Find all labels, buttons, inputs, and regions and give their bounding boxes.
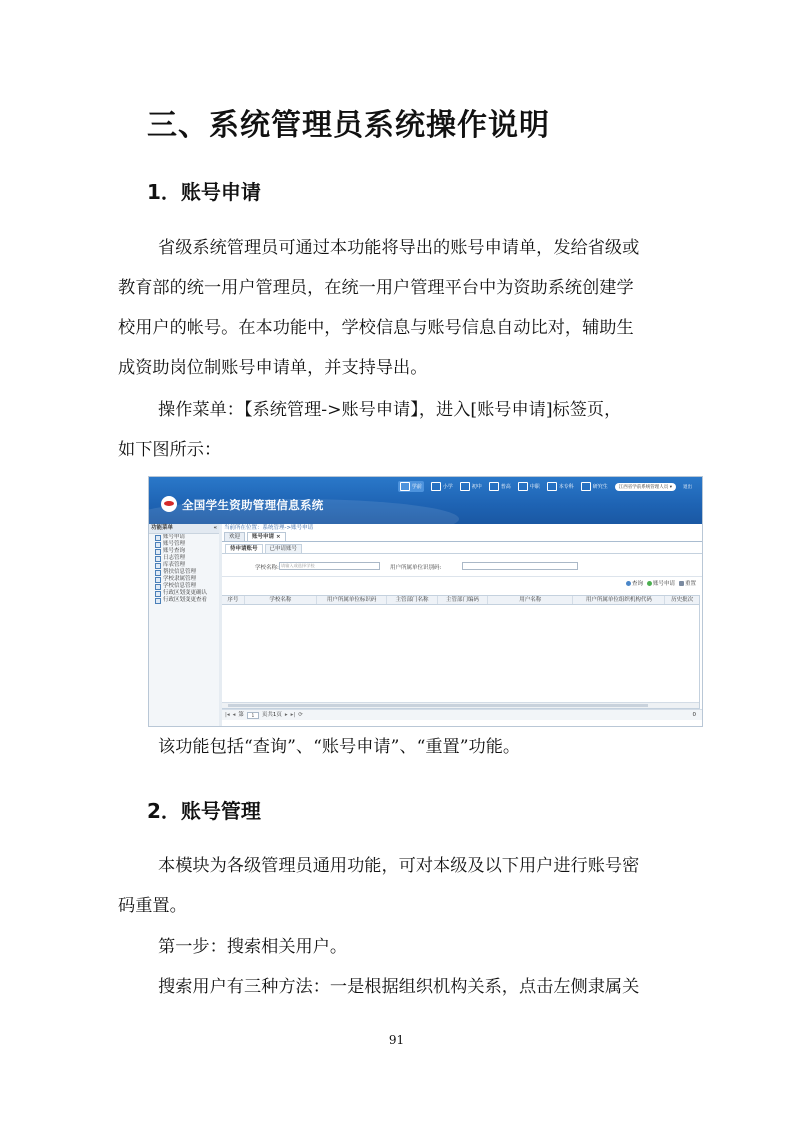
exit-link[interactable]: 退出 bbox=[683, 484, 692, 490]
sidebar-item[interactable]: 行政区划变更确认 bbox=[149, 590, 219, 597]
first-page-icon[interactable]: |◂ bbox=[225, 712, 230, 718]
sidebar-item[interactable]: 库表管理 bbox=[149, 562, 219, 569]
breadcrumb: 当前所在位置：系统管理->账号申请 bbox=[224, 525, 314, 531]
menu-item-icon bbox=[155, 542, 161, 548]
top-nav bbox=[398, 481, 692, 492]
sidebar bbox=[149, 524, 220, 726]
tab-applied[interactable]: 已申请账号 bbox=[265, 544, 303, 553]
graduate-icon bbox=[581, 482, 591, 491]
unit-code-label: 用户所属单位识别码: bbox=[390, 565, 442, 571]
text-line: 如下图所示： bbox=[118, 440, 222, 460]
action-bar bbox=[222, 577, 702, 588]
junior-icon bbox=[460, 482, 470, 491]
menu-item-icon bbox=[155, 577, 161, 583]
nav-vocational[interactable]: 中职 bbox=[518, 482, 540, 491]
menu-item-icon bbox=[155, 570, 161, 576]
text-line: 搜索用户有三种方法：一是根据组织机构关系，点击左侧隶属关 bbox=[158, 977, 640, 997]
col-header: 用户名称 bbox=[488, 596, 573, 604]
col-header: 用户所属单位组织机构代码 bbox=[573, 596, 665, 604]
col-header: 学校名称 bbox=[245, 596, 317, 604]
text-line: 成资助岗位制账号申请单，并支持导出。 bbox=[118, 358, 428, 378]
tab-welcome[interactable]: 欢迎 bbox=[224, 532, 245, 541]
vocational-icon bbox=[518, 482, 528, 491]
col-header: 主管部门编码 bbox=[438, 596, 488, 604]
col-header: 主管部门名称 bbox=[387, 596, 437, 604]
page-total: 页共1页 bbox=[261, 712, 282, 718]
nav-graduate[interactable]: 研究生 bbox=[581, 482, 608, 491]
next-page-icon[interactable]: ▸ bbox=[284, 712, 288, 718]
preschool-icon bbox=[400, 482, 410, 491]
reset-button[interactable]: 重置 bbox=[679, 579, 696, 587]
sidebar-item[interactable]: 学校隶属管理 bbox=[149, 576, 219, 583]
nav-junior[interactable]: 初中 bbox=[460, 482, 482, 491]
main-tabs bbox=[222, 532, 702, 542]
text-line: 教育部的统一用户管理员，在统一用户管理平台中为资助系统创建学 bbox=[118, 278, 634, 298]
sidebar-header: 功能菜单 « bbox=[149, 524, 219, 534]
primary-icon bbox=[431, 482, 441, 491]
sidebar-item[interactable]: 帮扶信息管理 bbox=[149, 569, 219, 576]
col-header: 历史批次 bbox=[671, 597, 694, 603]
sidebar-item[interactable]: 学校信息管理 bbox=[149, 583, 219, 590]
subsection-title-account-manage: 2．账号管理 bbox=[147, 799, 261, 823]
paragraph-module bbox=[118, 846, 678, 926]
sidebar-item[interactable]: 行政区划变更查看 bbox=[149, 597, 219, 604]
reset-icon bbox=[679, 581, 684, 586]
text-line: 校用户的帐号。在本功能中，学校信息与账号信息自动比对，辅助生 bbox=[118, 318, 634, 338]
collapse-icon[interactable]: « bbox=[213, 525, 217, 531]
logo-icon bbox=[161, 496, 177, 512]
search-icon bbox=[626, 581, 631, 586]
horizontal-scrollbar[interactable] bbox=[222, 702, 699, 708]
paragraph-caption bbox=[118, 727, 678, 767]
sidebar-item[interactable]: 日志管理 bbox=[149, 555, 219, 562]
last-page-icon[interactable]: ▸| bbox=[290, 712, 296, 718]
tab-pending[interactable]: 待申请账号 bbox=[225, 544, 263, 553]
text-line: 该功能包括“查询”、“账号申请”、“重置”功能。 bbox=[158, 737, 521, 757]
apply-button[interactable]: 账号申请 bbox=[647, 579, 675, 587]
col-header: 序号 bbox=[222, 596, 245, 604]
menu-item-icon bbox=[155, 556, 161, 562]
embedded-screenshot bbox=[148, 476, 703, 727]
nav-preschool[interactable]: 学前 bbox=[398, 481, 424, 492]
menu-item-icon bbox=[155, 535, 161, 541]
menu-item-icon bbox=[155, 591, 161, 597]
sidebar-item[interactable]: 账号管理 bbox=[149, 541, 219, 548]
grid-header bbox=[222, 596, 699, 605]
pager bbox=[222, 709, 702, 720]
nav-undergrad[interactable]: 本专科 bbox=[547, 482, 574, 491]
paragraph-intro bbox=[118, 228, 678, 388]
school-label: 学校名称: bbox=[255, 565, 279, 571]
close-icon[interactable]: × bbox=[275, 534, 281, 540]
search-form bbox=[222, 554, 702, 577]
app-banner bbox=[149, 477, 702, 524]
page-number: 91 bbox=[388, 1033, 405, 1047]
text-line: 本模块为各级管理员通用功能，可对本级及以下用户进行账号密 bbox=[158, 856, 640, 876]
user-role-select[interactable]: 江西省学前系统管理人员 ▾ bbox=[615, 483, 676, 491]
col-header: 用户所属单位标识码 bbox=[317, 596, 387, 604]
text-line: 第一步：搜索相关用户。 bbox=[158, 937, 348, 957]
tab-account-apply[interactable]: 账号申请 × bbox=[247, 532, 286, 541]
nav-senior[interactable]: 普高 bbox=[489, 482, 511, 491]
subsection-title-account-apply: 1．账号申请 bbox=[147, 180, 261, 204]
text-line: 省级系统管理员可通过本功能将导出的账号申请单，发给省级或 bbox=[158, 238, 640, 258]
sub-tabs bbox=[222, 544, 702, 554]
search-button[interactable]: 查询 bbox=[626, 579, 643, 587]
text-line: 码重置。 bbox=[118, 896, 187, 916]
app-title: 全国学生资助管理信息系统 bbox=[182, 498, 324, 512]
graduation-cap-icon bbox=[547, 482, 557, 491]
menu-item-icon bbox=[155, 563, 161, 569]
add-icon bbox=[647, 581, 652, 586]
paragraph-step1 bbox=[118, 927, 678, 1007]
main-panel bbox=[222, 524, 702, 726]
menu-item-icon bbox=[155, 584, 161, 590]
page-input[interactable]: 1 bbox=[247, 712, 259, 719]
data-grid bbox=[222, 595, 700, 709]
sidebar-item[interactable]: 账号查询 bbox=[149, 548, 219, 555]
unit-code-input[interactable] bbox=[462, 562, 578, 570]
text-line: 操作菜单：【系统管理->账号申请】，进入[账号申请]标签页， bbox=[158, 400, 622, 420]
senior-icon bbox=[489, 482, 499, 491]
menu-item-icon bbox=[155, 549, 161, 555]
section-title: 三、系统管理员系统操作说明 bbox=[147, 108, 550, 143]
school-input[interactable]: 请输入或选择学校 bbox=[279, 562, 380, 570]
sidebar-item[interactable]: 账号申请 bbox=[149, 534, 219, 541]
page-label: 第 bbox=[238, 712, 244, 718]
prev-page-icon[interactable]: ◂ bbox=[232, 712, 236, 718]
nav-primary[interactable]: 小学 bbox=[431, 482, 453, 491]
paragraph-menu bbox=[118, 390, 678, 470]
refresh-icon[interactable]: ⟳ bbox=[298, 712, 303, 718]
menu-item-icon bbox=[155, 598, 161, 604]
record-count: 0 bbox=[692, 712, 696, 718]
